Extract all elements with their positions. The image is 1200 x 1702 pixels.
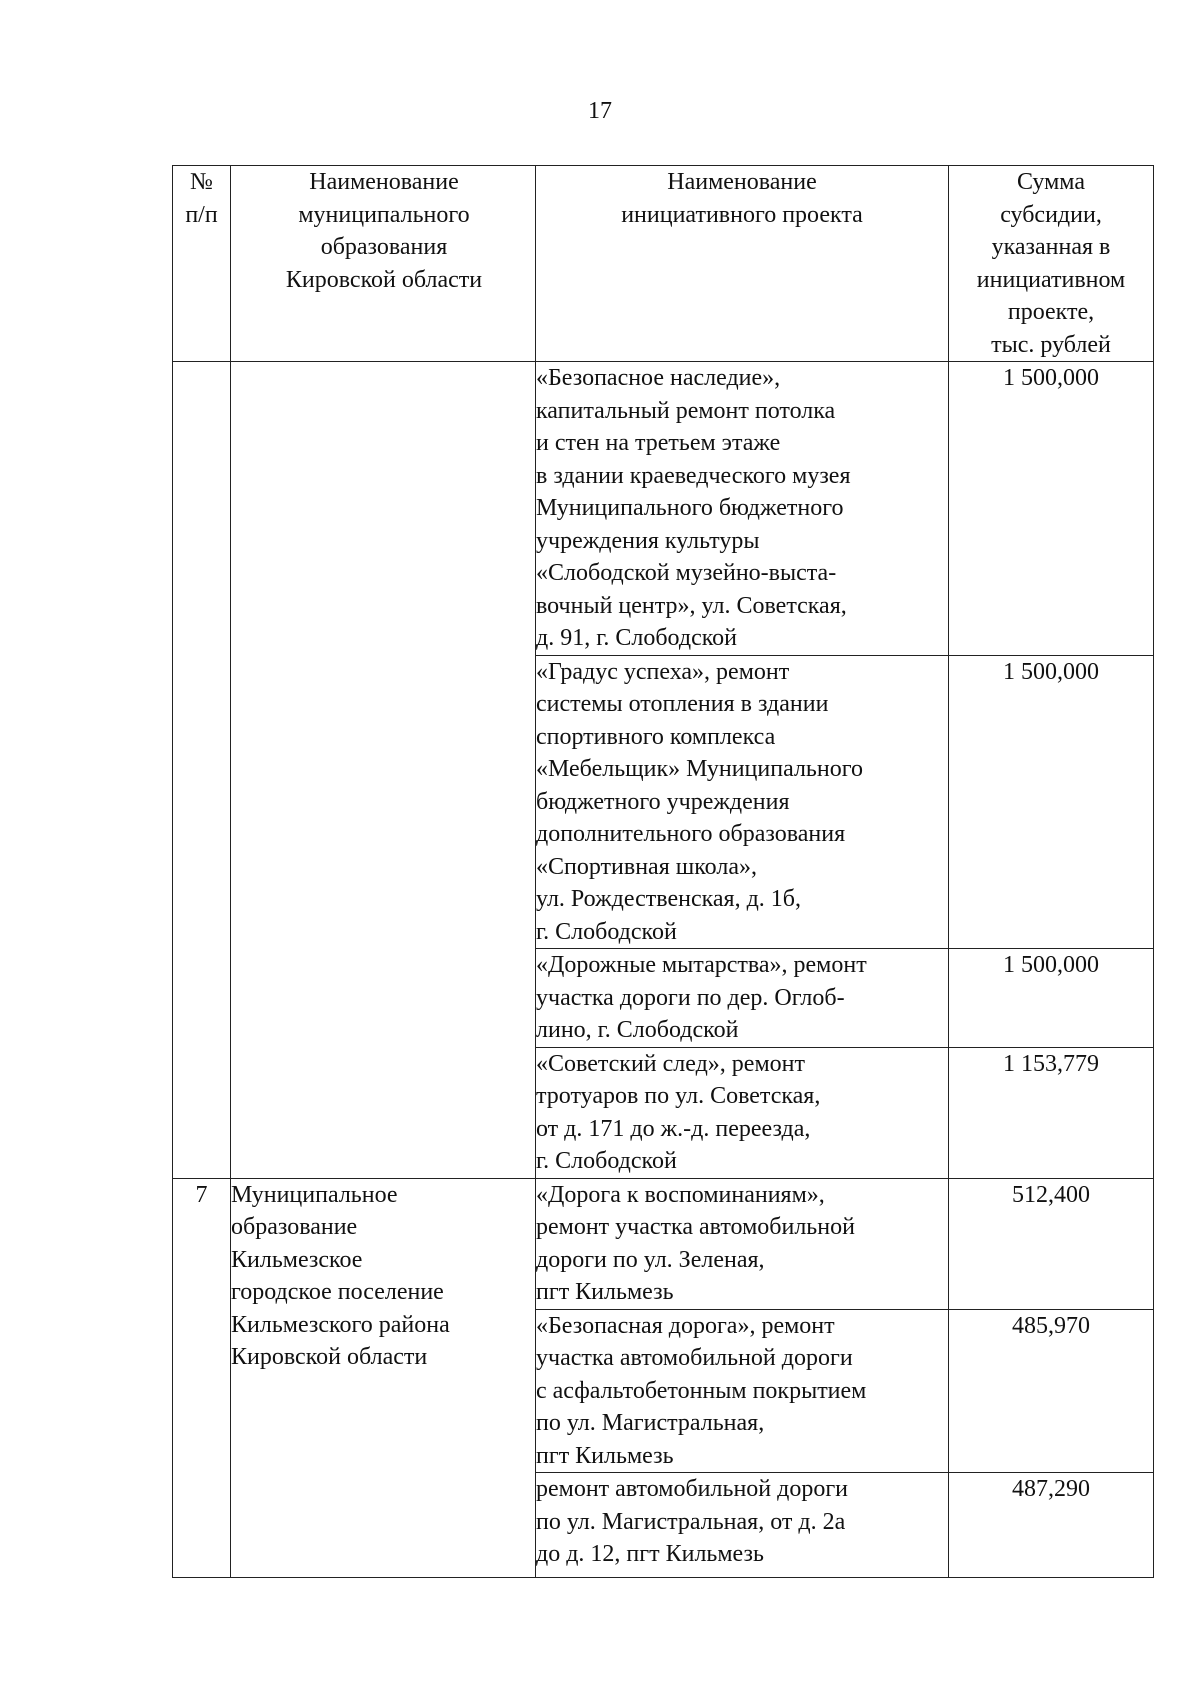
page-number: 17 — [588, 98, 612, 124]
cell-project: «Градус успеха», ремонт системы отопления в здании спортивного комплекса «Мебельщик» Муниципального бюджетного учреждения дополнительного образования «Спортивная школа», ул. Рождественская, д. 1б, г. Слободской — [536, 655, 949, 949]
cell-number-empty — [173, 362, 231, 1179]
cell-amount: 1 500,000 — [949, 949, 1154, 1048]
header-number: № п/п — [173, 166, 231, 362]
cell-amount: 487,290 — [949, 1473, 1154, 1578]
header-project: Наименование инициативного проекта — [536, 166, 949, 362]
cell-amount: 512,400 — [949, 1178, 1154, 1309]
cell-amount: 485,970 — [949, 1309, 1154, 1473]
cell-amount: 1 500,000 — [949, 655, 1154, 949]
cell-project: ремонт автомобильной дороги по ул. Магистральная, от д. 2а до д. 12, пгт Кильмезь — [536, 1473, 949, 1578]
cell-municipality: Муниципальное образование Кильмезское городское поселение Кильмезского района Кировской области — [231, 1178, 536, 1578]
cell-amount: 1 153,779 — [949, 1047, 1154, 1178]
table-row — [173, 1178, 1154, 1309]
header-amount: Сумма субсидии, указанная в инициативном проекте, тыс. рублей — [949, 166, 1154, 362]
cell-amount: 1 500,000 — [949, 362, 1154, 656]
cell-project: «Дорожные мытарства», ремонт участка дороги по дер. Оглоб- лино, г. Слободской — [536, 949, 949, 1048]
cell-number: 7 — [173, 1178, 231, 1578]
cell-project: «Безопасная дорога», ремонт участка автомобильной дороги с асфальтобетонным покрытием по ул. Магистральная, пгт Кильмезь — [536, 1309, 949, 1473]
cell-municipality-empty — [231, 362, 536, 1179]
header-municipality: Наименование муниципального образования Кировской области — [231, 166, 536, 362]
subsidy-table — [172, 165, 1154, 1578]
cell-project: «Советский след», ремонт тротуаров по ул. Советская, от д. 171 до ж.-д. переезда, г. Слободской — [536, 1047, 949, 1178]
cell-project: «Безопасное наследие», капитальный ремонт потолка и стен на третьем этаже в здании краеведческого музея Муниципального бюджетного учреждения культуры «Слободской музейно-выста- вочный центр», ул. Советская, д. 91, г. Слободской — [536, 362, 949, 656]
cell-project: «Дорога к воспоминаниям», ремонт участка автомобильной дороги по ул. Зеленая, пгт Кильмезь — [536, 1178, 949, 1309]
table-row — [173, 362, 1154, 656]
table-header-row — [173, 166, 1154, 362]
